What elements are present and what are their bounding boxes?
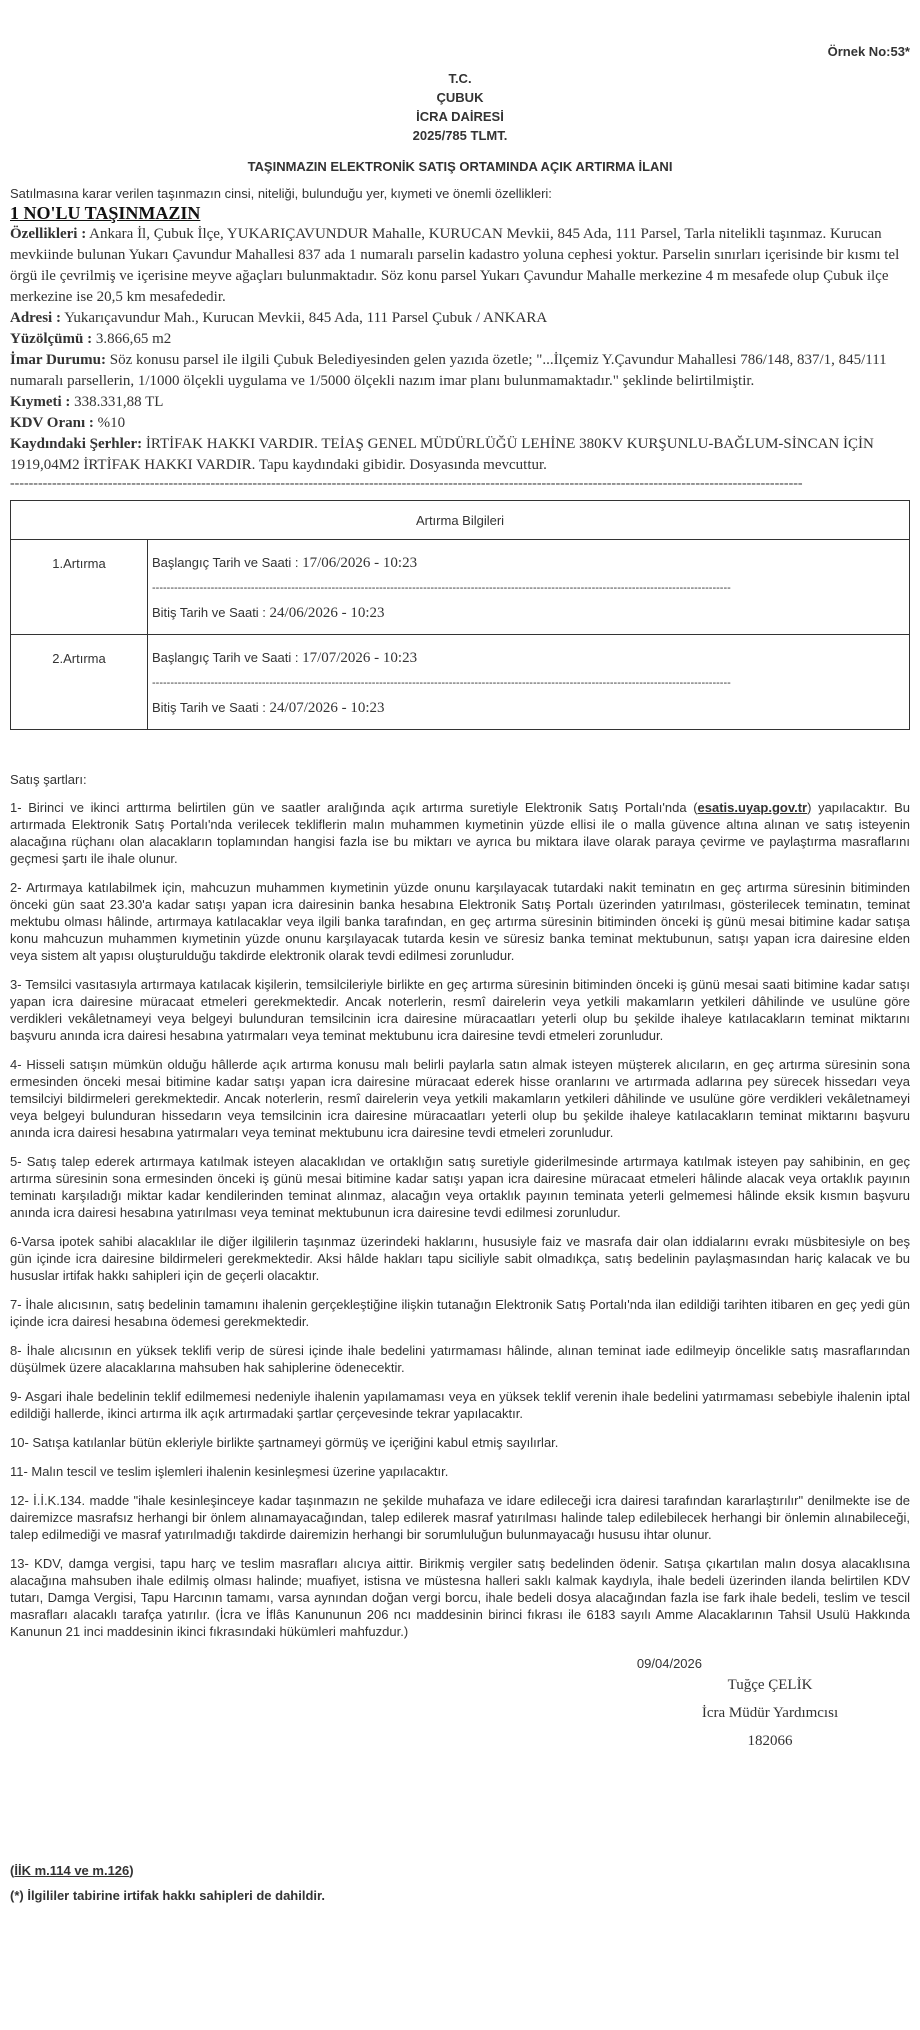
signer-number: 182066 <box>747 1733 793 1749</box>
property-features <box>10 224 910 308</box>
ref-close: ) <box>129 1863 134 1878</box>
signer-name: Tuğçe ÇELİK <box>727 1677 813 1693</box>
condition-item: 12- İ.İ.K.134. madde "ihale kesinleşinceye kadar taşınmazın ne şekilde muhafaza ve idare edileceği icra dairesi tarafından kararlaştırılır" denilmekte ise de dairemizce masrafsız herhangi bir önlem alınamayacağından, talep edilerek masraf yatırılması halinde talep edilebilecek herhangi bir önlemin alınabileceği, talep edilmediği ve masraf yatırılmadığı takdirde dairemizin herhangi bir sorumluluğun bulunmayacağı hususu ihtar olunur. <box>10 1493 910 1542</box>
intro-text: Satılmasına karar verilen taşınmazın cinsi, niteliği, bulunduğu yer, kıymeti ve önemli özellikleri: <box>10 186 552 201</box>
annotations-label: Kaydındaki Şerhler: <box>10 436 143 452</box>
start-value: 17/06/2026 - 10:23 <box>302 555 418 571</box>
condition-item: 2- Artırmaya katılabilmek için, mahcuzun muhammen kıymetinin yüzde onunu karşılayacak tutardaki nakit teminatın en geç artırma süresinin bitiminden önceki gün saat 23.30'a kadar satışı yapan icra dairesinin banka hesabına Elektronik Satış Portalı üzerinden yatırılması, gösterilecek teminatın, teminat mektubu olması hâlinde, artırmaya katılacaklar veya ilgili banka tarafından, en geç artırma süresinin bitiminden önceki iş günü mesai bitimine kadar satışa konu mahcuzun muhammen kıymetinin yüzde onunu karşılayacak tutarda kesin ve süresiz banka teminat mektubunun, satışı yapan icra dairesine elden veya sistem alt yapısı oluşturulduğu takdirde elektronik olarak tevdi edilmesi zorunludur. <box>10 880 910 963</box>
detail-separator: -------------------------------------------------------------------------------------------------------------------------------------------------------------- <box>152 582 731 594</box>
condition-item-1 <box>10 799 910 867</box>
condition-item: 5- Satış talep ederek artırmaya katılmak isteyen alacaklıdan ve ortaklığın satış suretiyle giderilmesinde artırmaya katılmak isteyen pay sahibinin, en geç artırma süresinin sona ermesinden önceki iş günü mesai bitimine kadar satışı yapan icra dairesine müracaat etmeleri hâlinde alacak veya ortaklık payının teminatı karşıladığı miktar kadar kendilerinden teminat alınmaz, alacağın veya ortaklık payının teminata yeterli gelmemesi hâlinde eksik kısmın başvuru anında icra dairesi hesabına yatırılması veya teminat mektubunun icra dairesine tevdi edilmesi zorunludur. <box>10 1154 910 1220</box>
institution-header <box>10 69 910 145</box>
start-label: Başlangıç Tarih ve Saati : <box>152 555 299 570</box>
condition-item: 6-Varsa ipotek sahibi alacaklılar ile diğer ilgililerin taşınmaz üzerindeki haklarını, hususiyle faiz ve masrafa dair olan iddialarını evrakı müsbitesiyle on beş gün içinde icra dairesine bildirmeleri gerekmektedir. Aksi hâlde hakları tapu siciliyle sabit olmadıkça, satış bedelinin paylaşmasından hariç kalacak ve bu hususlar irtifak hakkı sahipleri için de geçerli olacaktır. <box>10 1234 910 1283</box>
iik-reference-link[interactable]: İİK m.114 ve m.126 <box>14 1863 130 1878</box>
property-title: 1 NO'LU TAŞINMAZIN <box>10 203 201 223</box>
condition-item: 4- Hisseli satışın mümkün olduğu hâllerde açık artırma konusu malı belirli paylarla satın almak isteyen müşterek alıcıların, en geç artırma süresinin sona ermesinden önceki mesai bitimine kadar satışı yapan icra dairesine müracaat ederek hisse oranlarını ve artırmada adlarına pey sürecek hissedarı veya temsilciyi bildirmeleri gerekmektedir. Ancak noterlerin, resmî dairelerin veya yetkili makamların yetkileri dâhilinde ve usulüne göre verdikleri vekâletnameyi veya belgeyi bulunduran hissedarın veya temsilcinin icra dairesine müracaatları yeterli olup bu şekilde ihaleye katılacakların teminat miktarını başvuru anında icra dairesi hesabına yatırmaları veya teminat mektubunu icra dairesine tevdi etmeleri zorunludur. <box>10 1057 910 1140</box>
address-label: Adresi : <box>10 310 61 326</box>
document-page <box>10 0 910 1903</box>
signer-title: İcra Müdür Yardımcısı <box>701 1705 839 1721</box>
property-value <box>10 392 910 413</box>
header-line-tc: T.C. <box>448 71 472 86</box>
auction-end <box>152 604 905 622</box>
features-label: Özellikleri : <box>10 226 87 242</box>
auction-table-header: Artırma Bilgileri <box>11 501 910 540</box>
end-label: Bitiş Tarih ve Saati : <box>152 605 266 620</box>
auction-details <box>148 540 910 635</box>
end-value: 24/06/2026 - 10:23 <box>269 605 385 621</box>
header-line-file-no: 2025/785 TLMT. <box>412 128 508 143</box>
condition-item: 9- Asgari ihale bedelinin teklif edilmemesi nedeniyle ihalenin yapılamaması veya en yüksek teklif verenin ihale bedelini yatırmaması sebebiyle ihalenin iptal edildiği hallerde, ikinci artırma ilk açık artırmadaki şartlar çerçevesinde tekrar yapılacaktır. <box>10 1389 910 1421</box>
auction-details <box>148 635 910 730</box>
condition-1-post: ) yapılacaktır. Bu artırmada Elektronik Satış Portalı'nda verilecek tekliflerin malın muhammen kıymetinin yüzde ellisi ile o malla güvence altına alınan ve satış isteyenin alacağına rüçhanı olan alacakların toplamından hangisi fazla ise bu miktarı ve ayrıca bu miktara ilave olarak paraya çevirme ve paylaştırma masraflarını geçmesi şartı ile ihale olunur. <box>10 800 910 866</box>
condition-item: 11- Malın tescil ve teslim işlemleri ihalenin kesinleşmesi üzerine yapılacaktır. <box>10 1464 449 1479</box>
vat-value: %10 <box>97 415 126 431</box>
signature-block <box>670 1671 870 1755</box>
document-date: 09/04/2026 <box>636 1656 702 1671</box>
property-vat <box>10 413 910 434</box>
table-row <box>11 635 910 730</box>
zoning-label: İmar Durumu: <box>10 352 106 368</box>
end-value: 24/07/2026 - 10:23 <box>269 700 385 716</box>
value-amount: 338.331,88 TL <box>74 394 164 410</box>
area-label: Yüzölçümü : <box>10 331 93 347</box>
auction-end <box>152 699 905 717</box>
property-area <box>10 329 910 350</box>
annotations-value: İRTİFAK HAKKI VARDIR. TEİAŞ GENEL MÜDÜRLÜĞÜ LEHİNE 380KV KURŞUNLU-BAĞLUM-SİNCAN İÇİN 1919,04M2 İRTİFAK HAKKI VARDIR. Tapu kaydındaki gibidir. Dosyasında mevcuttur. <box>10 436 874 473</box>
conditions-title: Satış şartları: <box>10 772 87 787</box>
property-separator: -------------------------------------------------------------------------------------------------------------------------------------------------------------------------- <box>10 476 803 491</box>
footer-note: (*) İlgililer tabirine irtifak hakkı sahipleri de dahildir. <box>10 1888 325 1903</box>
header-line-office: İCRA DAİRESİ <box>416 109 504 124</box>
start-label: Başlangıç Tarih ve Saati : <box>152 650 299 665</box>
auction-start <box>152 649 905 667</box>
footer-reference <box>10 1863 910 1878</box>
zoning-value: Söz konusu parsel ile ilgili Çubuk Belediyesinden gelen yazıda özetle; "...İlçemiz Y.Çavundur Mahallesi 786/148, 837/1, 845/111 numaralı parsellerin, 1/1000 ölçekli uygulama ve 1/5000 ölçekli nazım imar planı bulunmamaktadır." şeklinde belirtilmiştir. <box>10 352 887 389</box>
ref-open: ( <box>10 1863 15 1878</box>
auction-table <box>10 500 910 730</box>
vat-label: KDV Oranı : <box>10 415 94 431</box>
auction-start <box>152 554 905 572</box>
detail-separator: -------------------------------------------------------------------------------------------------------------------------------------------------------------- <box>152 677 731 689</box>
condition-item: 3- Temsilci vasıtasıyla artırmaya katılacak kişilerin, temsilcileriyle birlikte en geç artırma süresinin bitiminden önceki iş günü mesai saati bitimine kadar satışı yapan icra dairesine müracaat etmeleri gerekmektedir. Ancak noterlerin, resmî dairelerin veya yetkili makamların yetkileri dâhilinde ve usulüne göre verdikleri vekâletnameyi veya belgeyi bulunduran temsilcinin icra dairesine müracaatları yeterli olup bu şekilde ihaleye katılacakların teminat miktarını başvuru anında icra dairesi hesabına yatırmaları veya teminat mektubunu icra dairesine tevdi etmeleri zorunludur. <box>10 977 910 1043</box>
condition-1-pre: 1- Birinci ve ikinci arttırma belirtilen gün ve saatler aralığında açık artırma suretiyle Elektronik Satış Portalı'nda ( <box>10 800 698 815</box>
features-value: Ankara İl, Çubuk İlçe, YUKARIÇAVUNDUR Mahalle, KURUCAN Mevkii, 845 Ada, 111 Parsel, Tarla nitelikli taşınmaz. Kurucan mevkiinde bulunan Yukarı Çavundur Mahallesi 837 ada 1 numaralı parselin kadastro yoluna cephesi yoktur. Parselin sınırları içerisinde bir kısmı tel örgü ile çevrilmiş ve içerisine meyve ağaçları bulunmaktadır. Söz konu parsel Yukarı Çavundur Mahalle merkezine 4 m mesafede olup Çubuk ilçe merkezine ise 20,5 km mesafededir. <box>10 226 900 305</box>
esatis-link[interactable]: esatis.uyap.gov.tr <box>697 800 808 815</box>
value-label: Kıymeti : <box>10 394 71 410</box>
auction-label: 1.Artırma <box>11 540 148 635</box>
condition-item: 13- KDV, damga vergisi, tapu harç ve teslim masrafları alıcıya aittir. Birikmiş vergiler satış bedelinden ödenir. Satışa çıkartılan malın dosya alacaklısına alacağına mahsuben ihale edilmiş olması halinde; muafiyet, istisna ve müstesna halleri saklı kalmak kaydıyla, ihale bedeli üzerinden ilanda belirtilen KDV tutarı, Damga Vergisi, Tapu Harcının tamamı, varsa aynından doğan vergi borcu, ihale bedeli dosya alacağından fazla ise fark ihale bedeli, teslim ve tescil masrafları alacaklı tarafça yatırılır. (İcra ve İflâs Kanununun 206 ncı maddesinin birinci fıkrası ile 6183 sayılı Amme Alacaklarının Tahsil Usulü Hakkında Kanunun 21 inci maddesinin ikinci fıkrasındaki hükümleri mahfuzdur.) <box>10 1556 910 1639</box>
property-address <box>10 308 910 329</box>
address-value: Yukarıçavundur Mah., Kurucan Mevkii, 845 Ada, 111 Parsel Çubuk / ANKARA <box>64 310 548 326</box>
ilan-title: TAŞINMAZIN ELEKTRONİK SATIŞ ORTAMINDA AÇIK ARTIRMA İLANI <box>247 159 673 174</box>
table-row <box>11 540 910 635</box>
condition-item: 8- İhale alıcısının en yüksek teklifi verip de süresi içinde ihale bedelini yatırmaması hâlinde, alınan teminat iade edilmeyip öncelikle satış masraflarından düşülmek üzere alacaklarına mahsuben hak sahiplerine ödenecektir. <box>10 1343 910 1375</box>
start-value: 17/07/2026 - 10:23 <box>302 650 418 666</box>
condition-item: 7- İhale alıcısının, satış bedelinin tamamını ihalenin gerçekleştiğine ilişkin tutanağın Elektronik Satış Portalı'nda ilan edildiği tarihten itibaren en geç yedi gün içinde icra dairesi hesabına ödemesi gerekmektedir. <box>10 1297 910 1329</box>
auction-label: 2.Artırma <box>11 635 148 730</box>
header-line-city: ÇUBUK <box>436 90 484 105</box>
ornek-no: Örnek No:53* <box>827 44 910 59</box>
area-value: 3.866,65 m2 <box>95 331 172 347</box>
property-annotations <box>10 434 910 476</box>
end-label: Bitiş Tarih ve Saati : <box>152 700 266 715</box>
property-zoning <box>10 350 910 392</box>
condition-item: 10- Satışa katılanlar bütün ekleriyle birlikte şartnameyi görmüş ve içeriğini kabul etmiş sayılırlar. <box>10 1435 559 1450</box>
